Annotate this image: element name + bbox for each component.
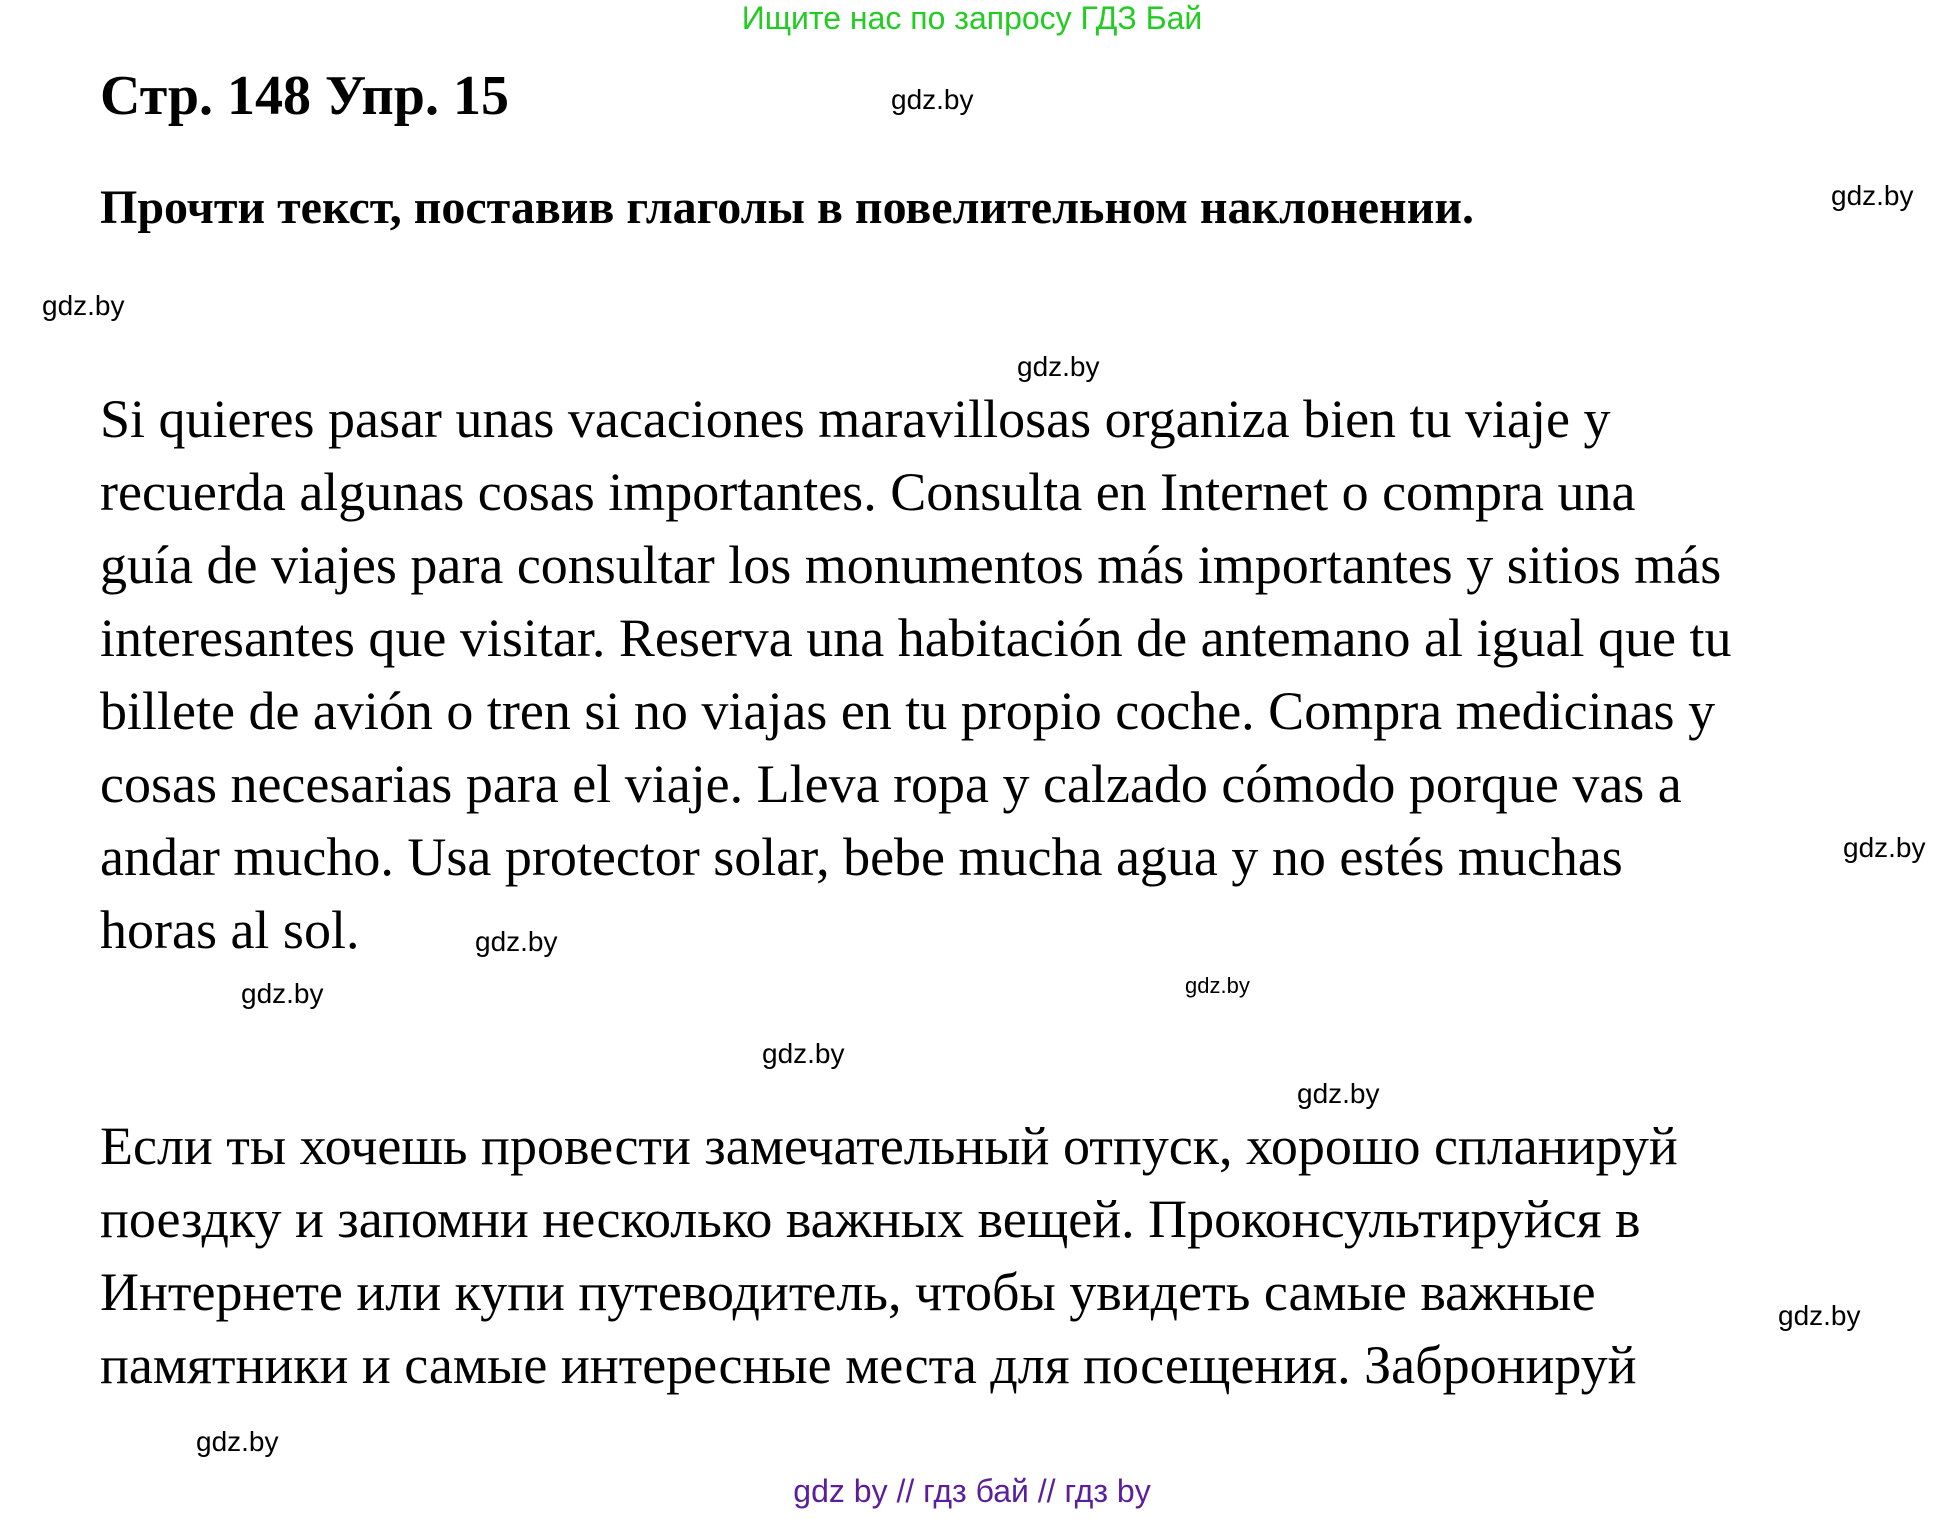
text-line: Если ты хочешь провести замечательный отпуск, хорошо спланируй (100, 1116, 1678, 1176)
watermark: gdz.by (241, 978, 324, 1009)
text-line: поездку и запомни несколько важных вещей. Проконсультируйся в (100, 1189, 1641, 1249)
text-line: cosas necesarias para el viaje. Lleva ropa y calzado cómodo porque vas a (100, 754, 1682, 814)
watermark: gdz.by (475, 926, 558, 957)
page-title: Стр. 148 Упр. 15 (100, 65, 509, 127)
watermark: gdz.by (891, 84, 974, 115)
text-line: Si quieres pasar unas vacaciones maravillosas organiza bien tu viaje y (100, 389, 1611, 449)
text-line: recuerda algunas cosas importantes. Consulta en Internet o compra una (100, 462, 1636, 522)
text-line: andar mucho. Usa protector solar, bebe mucha agua y no estés muchas (100, 827, 1623, 887)
watermark: gdz.by (196, 1426, 279, 1457)
text-line: billete de avión o tren si no viajas en tu propio coche. Compra medicinas y (100, 681, 1716, 741)
watermark: gdz.by (1843, 832, 1926, 863)
watermark: gdz.by (762, 1038, 845, 1069)
watermark: gdz.by (1778, 1300, 1861, 1331)
text-line: памятники и самые интересные места для посещения. Забронируй (100, 1335, 1637, 1395)
search-banner: Ищите нас по запросу ГДЗ Бай (741, 0, 1203, 36)
text-line: Интернете или купи путеводитель, чтобы увидеть самые важные (100, 1262, 1596, 1322)
text-line: interesantes que visitar. Reserva una habitación de antemano al igual que tu (100, 608, 1732, 668)
footer-links: gdz by // гдз бай // гдз by (793, 1473, 1151, 1509)
task-instruction: Прочти текст, поставив глаголы в повелительном наклонении. (100, 181, 1474, 234)
watermark: gdz.by (1017, 351, 1100, 382)
text-line: horas al sol. (100, 900, 360, 960)
watermark: gdz.by (1297, 1078, 1380, 1109)
watermark: gdz.by (1831, 180, 1914, 211)
watermark: gdz.by (42, 290, 125, 321)
text-line: guía de viajes para consultar los monumentos más importantes y sitios más (100, 535, 1722, 595)
watermark: gdz.by (1185, 973, 1250, 998)
